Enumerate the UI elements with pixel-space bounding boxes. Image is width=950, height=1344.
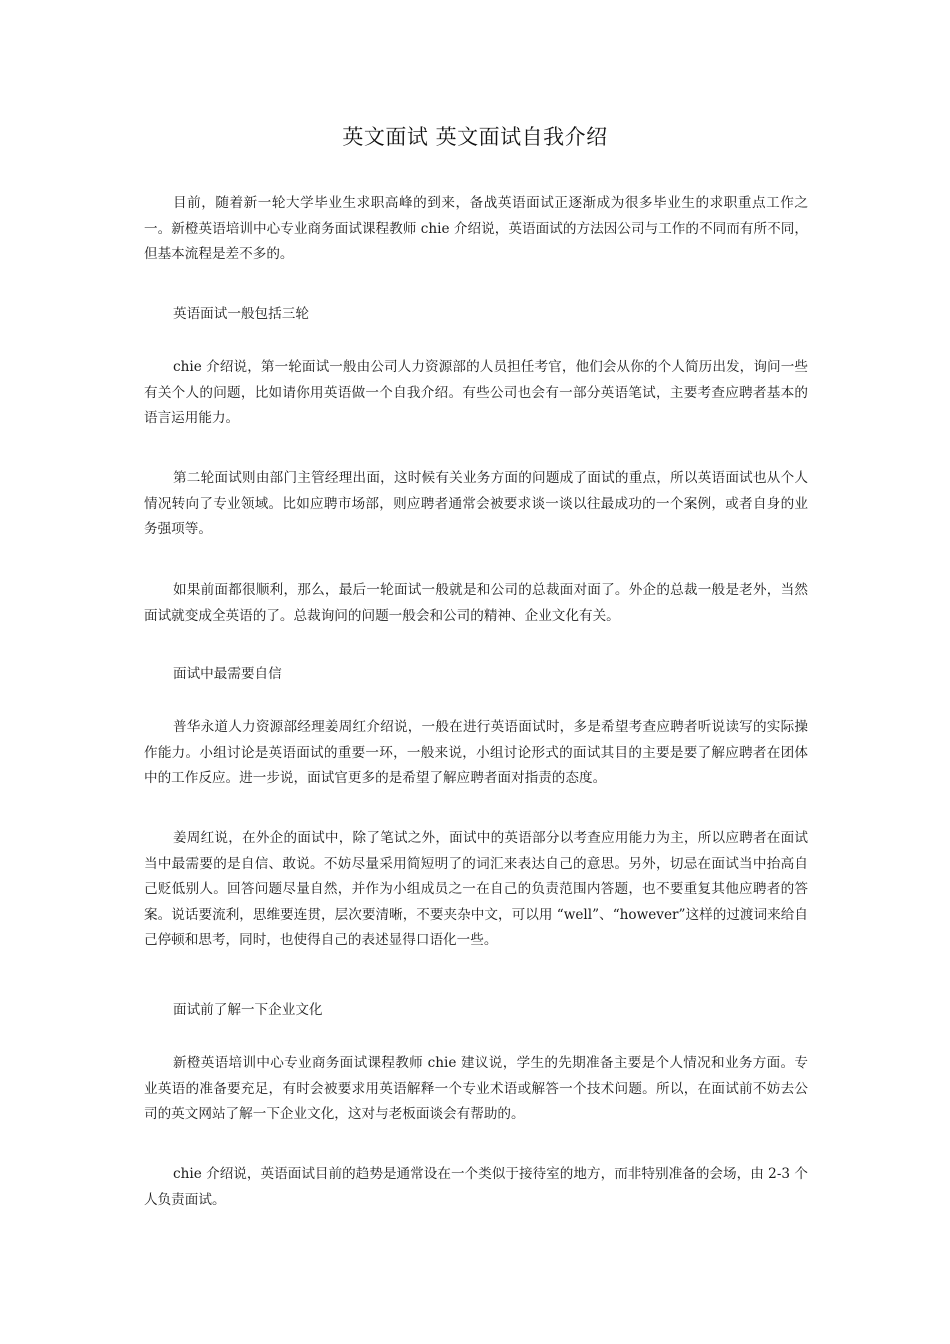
paragraph-interview-trend: chie 介绍说，英语面试目前的趋势是通常设在一个类似于接待室的地方，而非特别准备的会场，由 2-3 个人负责面试。 — [144, 1166, 808, 1208]
section-heading-confidence: 面试中最需要自信 — [173, 666, 282, 682]
paragraph-intro: 目前，随着新一轮大学毕业生求职高峰的到来，备战英语面试正逐渐成为很多毕业生的求职重点工作之一。新橙英语培训中心专业商务面试课程教师 chie 介绍说，英语面试的方法因公司与工作的不同而有所不同，但基本流程是差不多的。 — [144, 195, 808, 262]
paragraph-final-round: 如果前面都很顺利，那么，最后一轮面试一般就是和公司的总裁面对面了。外企的总裁一般是老外，当然面试就变成全英语的了。总裁询问的问题一般会和公司的精神、企业文化有关。 — [144, 582, 808, 624]
paragraph-second-round: 第二轮面试则由部门主管经理出面，这时候有关业务方面的问题成了面试的重点，所以英语面试也从个人情况转向了专业领域。比如应聘市场部，则应聘者通常会被要求谈一谈以往最成功的一个案例，或者自身的业务强项等。 — [144, 470, 808, 537]
paragraph-preparation: 新橙英语培训中心专业商务面试课程教师 chie 建议说，学生的先期准备主要是个人情况和业务方面。专业英语的准备要充足，有时会被要求用英语解释一个专业术语或解答一个技术问题。所以，在面试前不妨去公司的英文网站了解一下企业文化，这对与老板面谈会有帮助的。 — [144, 1055, 808, 1122]
section-heading-three-rounds: 英语面试一般包括三轮 — [173, 306, 309, 322]
section-heading-company-culture: 面试前了解一下企业文化 — [173, 1002, 323, 1018]
paragraph-first-round: chie 介绍说，第一轮面试一般由公司人力资源部的人员担任考官，他们会从你的个人简历出发，询问一些有关个人的问题，比如请你用英语做一个自我介绍。有些公司也会有一部分英语笔试，主要考查应聘者基本的语言运用能力。 — [144, 359, 808, 426]
paragraph-pwc-hr: 普华永道人力资源部经理姜周红介绍说，一般在进行英语面试时，多是希望考查应聘者听说读写的实际操作能力。小组讨论是英语面试的重要一环，一般来说，小组讨论形式的面试其目的主要是要了解应聘者在团体中的工作反应。进一步说，面试官更多的是希望了解应聘者面对指责的态度。 — [144, 719, 808, 786]
paragraph-jiang-advice: 姜周红说，在外企的面试中，除了笔试之外，面试中的英语部分以考查应用能力为主，所以应聘者在面试当中最需要的是自信、敢说。不妨尽量采用简短明了的词汇来表达自己的意思。另外，切忌在面试当中抬高自己贬低别人。回答问题尽量自然，并作为小组成员之一在自己的负责范围内答题，也不要重复其他应聘者的答案。说话要流利，思维要连贯，层次要清晰，不要夹杂中文，可以用 “well”、“however”这样的过渡词来给自己停顿和思考，同时，也使得自己的表述显得口语化一些。 — [144, 830, 808, 948]
document-title: 英文面试 英文面试自我介绍 — [342, 125, 608, 149]
